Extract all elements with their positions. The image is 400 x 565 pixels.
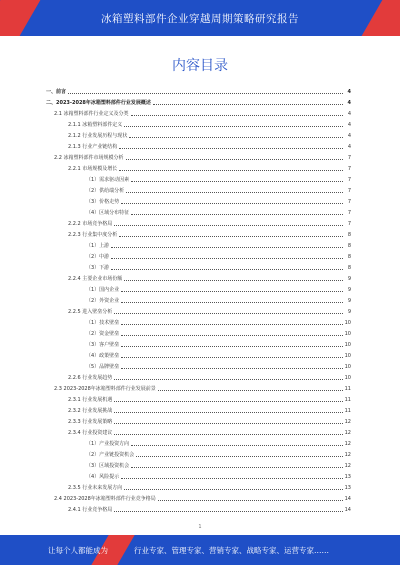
toc-leader-dots [114,510,342,512]
toc-leader-dots [131,180,343,182]
toc-entry-page: 7 [347,166,351,172]
report-title: 冰箱塑料部件企业穿越周期策略研究报告 [101,13,299,25]
toc-entry-page: 7 [347,210,351,216]
toc-leader-dots [114,400,342,402]
toc-entry[interactable] [46,106,351,117]
toc-entry-page: 7 [347,199,351,205]
toc-entry-page: 11 [344,397,351,403]
toc-entry[interactable] [46,392,351,403]
toc-entry-page: 10 [344,353,351,359]
toc-entry[interactable] [46,370,351,381]
toc-entry[interactable] [46,282,351,293]
toc-entry-page: 7 [347,221,351,227]
toc-entry[interactable] [46,326,351,337]
toc-leader-dots [114,224,343,226]
toc-entry-page: 10 [344,320,351,326]
toc-entry-title: 2.2.5 进入壁垒分析 [68,309,113,315]
toc-leader-dots [158,389,343,391]
toc-entry[interactable] [46,128,351,139]
toc-entry-title: （2）外资企业 [86,298,120,304]
toc-leader-dots [114,378,342,380]
toc-entry-title: 2.1 冰箱塑料部件行业定义及分类 [54,111,129,117]
toc-leader-dots [126,191,343,193]
toc-leader-dots [121,356,342,358]
toc-entry[interactable] [46,227,351,238]
toc-entry-page: 12 [344,452,351,458]
footer-slogan-right: 行业专家、管理专家、营销专家、战略专家、运营专家…… [134,546,329,555]
toc-entry[interactable] [46,337,351,348]
toc-entry[interactable] [46,502,351,513]
toc-title: 内容目录 [172,58,228,74]
toc-leader-dots [119,235,343,237]
toc-leader-dots [68,92,343,94]
toc-entry-title: 2.1.2 行业发展历程与现状 [68,133,128,139]
toc-entry-title: （2）产业链投资机会 [86,452,135,458]
toc-entry[interactable] [46,436,351,447]
toc-entry-page: 14 [344,496,351,502]
toc-entry-title: （3）价格走势 [86,199,120,205]
toc-entry-page: 10 [344,342,351,348]
toc-entry[interactable] [46,491,351,502]
toc-leader-dots [131,213,343,215]
toc-leader-dots [114,433,342,435]
toc-leader-dots [121,477,342,479]
toc-entry-page: 8 [347,232,351,238]
toc-leader-dots [153,103,343,105]
toc-entry[interactable] [46,161,351,172]
toc-entry-title: 2.2.3 行业集中度分析 [68,232,118,238]
toc-entry-title: 2.3.5 行业未来发展方向 [68,485,123,491]
toc-entry[interactable] [46,117,351,128]
toc-entry[interactable] [46,469,351,480]
toc-leader-dots [119,147,343,149]
toc-entry[interactable] [46,238,351,249]
toc-entry[interactable] [46,381,351,392]
toc-entry-page: 11 [344,408,351,414]
toc-entry[interactable] [46,293,351,304]
toc-leader-dots [121,334,342,336]
toc-entry[interactable] [46,194,351,205]
toc-entry-page: 12 [344,419,351,425]
toc-entry-title: （1）国内企业 [86,287,120,293]
report-footer [0,535,400,565]
toc-entry-page: 7 [347,177,351,183]
toc-leader-dots [124,279,343,281]
toc-entry-page: 14 [344,507,351,513]
toc-leader-dots [136,455,342,457]
toc-leader-dots [129,136,343,138]
toc-entry-page: 4 [347,133,351,139]
toc-entry-page: 4 [347,100,351,106]
toc-entry[interactable] [46,172,351,183]
toc-entry-title: 二、2023-2028年冰箱塑料部件行业发展概述 [46,100,151,106]
toc-entry[interactable] [46,150,351,161]
toc-entry-title: 2.3.3 行业发展策略 [68,419,113,425]
toc-entry[interactable] [46,216,351,227]
toc-entry-title: （3）区域投资机会 [86,463,130,469]
toc-entry-title: 2.4 2023-2028年冰箱塑料部件行业竞争格局 [54,496,156,502]
toc-entry-title: （2）中游 [86,254,110,260]
toc-entry[interactable] [46,315,351,326]
toc-entry-page: 9 [347,276,351,282]
toc-leader-dots [111,257,343,259]
toc-entry-title: 2.1.3 行业产业链结构 [68,144,118,150]
toc-leader-dots [121,345,342,347]
toc-entry[interactable] [46,84,351,95]
toc-entry[interactable] [46,480,351,491]
toc-leader-dots [121,323,342,325]
toc-entry-title: （3）下游 [86,265,110,271]
toc-entry-title: （3）客户壁垒 [86,342,120,348]
toc-leader-dots [114,312,343,314]
toc-entry-title: 2.2.6 行业发展趋势 [68,375,113,381]
toc-entry-title: （1）技术壁垒 [86,320,120,326]
table-of-contents [46,84,351,513]
toc-entry-title: 2.3.1 行业发展机遇 [68,397,113,403]
toc-entry-title: 2.2 冰箱塑料部件市场规模分析 [54,155,124,161]
toc-entry-title: （4）风险提示 [86,474,120,480]
toc-entry-page: 4 [347,111,351,117]
toc-entry-page: 12 [344,430,351,436]
toc-entry-page: 8 [347,254,351,260]
toc-entry[interactable] [46,348,351,359]
toc-entry-title: 2.2.4 主要企业市场份额 [68,276,123,282]
toc-leader-dots [111,246,343,248]
toc-entry-page: 11 [344,386,351,392]
toc-entry-title: （2）资金壁垒 [86,331,120,337]
toc-entry-page: 8 [347,243,351,249]
toc-entry-page: 12 [344,441,351,447]
toc-entry-page: 9 [347,298,351,304]
toc-entry[interactable] [46,260,351,271]
toc-entry-title: （5）品牌壁垒 [86,364,120,370]
toc-entry-page: 13 [344,485,351,491]
toc-entry-title: 2.3.4 行业投资建议 [68,430,113,436]
toc-entry-title: （1）需求驱动因素 [86,177,130,183]
toc-entry[interactable] [46,249,351,260]
toc-entry[interactable] [46,447,351,458]
toc-leader-dots [121,202,343,204]
toc-entry-title: 2.2.1 市场规模及增长 [68,166,118,172]
toc-entry[interactable] [46,139,351,150]
toc-leader-dots [114,411,342,413]
toc-entry[interactable] [46,458,351,469]
page-number: 1 [198,524,202,530]
toc-entry-page: 10 [344,331,351,337]
toc-entry-title: 2.1.1 冰箱塑料部件定义 [68,122,123,128]
toc-entry-page: 4 [347,122,351,128]
toc-entry-page: 7 [347,155,351,161]
toc-leader-dots [131,466,342,468]
toc-entry-page: 9 [347,309,351,315]
toc-entry-title: （4）政策壁垒 [86,353,120,359]
toc-entry[interactable] [46,359,351,370]
toc-entry-page: 13 [344,474,351,480]
toc-entry-title: （2）供给端分析 [86,188,125,194]
toc-leader-dots [114,422,342,424]
toc-entry[interactable] [46,425,351,436]
toc-entry[interactable] [46,183,351,194]
toc-entry-title: （1）上游 [86,243,110,249]
toc-leader-dots [121,301,343,303]
toc-leader-dots [131,114,343,116]
toc-leader-dots [119,169,343,171]
toc-entry-page: 9 [347,287,351,293]
toc-entry-page: 4 [347,144,351,150]
toc-entry-title: （1）产业投资方向 [86,441,130,447]
toc-entry-page: 8 [347,265,351,271]
toc-entry-title: 一、前言 [46,89,67,95]
toc-leader-dots [124,488,342,490]
toc-entry-page: 7 [347,188,351,194]
toc-entry-title: 2.3.2 行业发展挑战 [68,408,113,414]
toc-entry-page: 4 [347,89,351,95]
toc-entry[interactable] [46,205,351,216]
report-header [0,0,400,36]
toc-entry-page: 10 [344,375,351,381]
toc-leader-dots [111,268,343,270]
toc-entry[interactable] [46,271,351,282]
toc-entry-title: 2.3 2023-2028年冰箱塑料部件行业发展前景 [54,386,156,392]
toc-entry[interactable] [46,304,351,315]
toc-entry-title: 2.2.2 市场竞争格局 [68,221,113,227]
toc-leader-dots [126,158,343,160]
toc-entry-page: 12 [344,463,351,469]
toc-leader-dots [158,499,343,501]
toc-entry-title: 2.4.1 行业竞争格局 [68,507,113,513]
toc-entry[interactable] [46,403,351,414]
toc-leader-dots [121,367,342,369]
footer-slogan-left: 让每个人都能成为 [48,546,108,555]
toc-leader-dots [121,290,343,292]
toc-leader-dots [131,444,342,446]
toc-leader-dots [124,125,343,127]
toc-entry-page: 10 [344,364,351,370]
toc-entry-title: （4）区域分布特征 [86,210,130,216]
toc-entry[interactable] [46,414,351,425]
toc-entry[interactable] [46,95,351,106]
